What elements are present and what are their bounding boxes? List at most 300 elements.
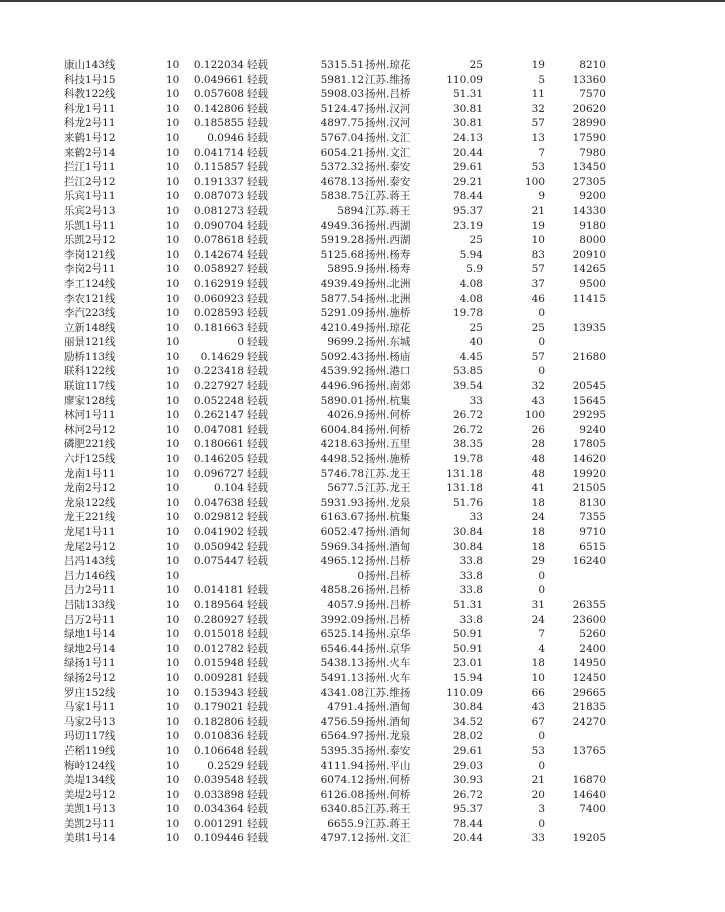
- count-cell: 0: [538, 730, 545, 743]
- table-row: [0, 642, 725, 657]
- capacity-cell: 5969.34: [320, 540, 364, 553]
- spreadsheet-sheet: [0, 58, 725, 846]
- table-row: [0, 540, 725, 555]
- ratio-cell: 0.090704: [193, 219, 244, 232]
- line-name-cell: 龙南1号11: [64, 467, 116, 480]
- count-cell: 11: [531, 88, 545, 101]
- count-cell: 57: [531, 350, 545, 363]
- table-row: [0, 481, 725, 496]
- line-name-cell: 美凯2号11: [64, 817, 116, 830]
- ratio-cell: 0.081273: [193, 204, 244, 217]
- substation-cell: 扬州.文汇: [365, 832, 411, 845]
- total-cell: 7355: [579, 511, 606, 524]
- line-name-cell: 乐凯1号11: [64, 219, 116, 232]
- capacity-cell: 5315.51: [320, 59, 364, 71]
- total-cell: 28990: [572, 117, 606, 130]
- table-row: [0, 248, 725, 263]
- length-cell: 25: [469, 59, 483, 71]
- voltage-cell: 10: [166, 715, 180, 728]
- total-cell: 13450: [572, 161, 606, 174]
- line-name-cell: 美琪1号14: [64, 832, 116, 845]
- ratio-cell: 0.191337: [193, 175, 244, 188]
- table-row: [0, 525, 725, 540]
- load-status-cell: 轻载: [247, 380, 268, 393]
- count-cell: 0: [538, 759, 545, 772]
- total-cell: 13360: [572, 73, 606, 86]
- line-name-cell: 绿扬1号11: [64, 657, 116, 670]
- voltage-cell: 10: [166, 88, 180, 101]
- line-name-cell: 马家1号11: [64, 701, 116, 714]
- count-cell: 0: [538, 365, 545, 378]
- substation-cell: 扬州.北洲: [365, 277, 411, 290]
- load-status-cell: 轻载: [247, 350, 268, 363]
- voltage-cell: 10: [166, 774, 180, 787]
- load-status-cell: 轻载: [247, 657, 268, 670]
- table-row: [0, 58, 725, 73]
- load-status-cell: 轻载: [247, 438, 268, 451]
- substation-cell: 江苏.维扬: [365, 686, 411, 699]
- length-cell: 5.94: [459, 248, 483, 261]
- substation-cell: 扬州.京华: [365, 628, 411, 641]
- voltage-cell: 10: [166, 788, 180, 801]
- substation-cell: 扬州.文汇: [365, 131, 411, 144]
- substation-cell: 扬州.西湖: [365, 219, 411, 232]
- length-cell: 33.8: [459, 555, 483, 568]
- ratio-cell: 0.049661: [193, 73, 244, 86]
- table-row: [0, 627, 725, 642]
- count-cell: 10: [531, 234, 545, 247]
- capacity-cell: 5838.75: [320, 190, 364, 203]
- length-cell: 51.76: [452, 496, 483, 509]
- total-cell: 15645: [572, 394, 606, 407]
- length-cell: 39.54: [452, 380, 483, 393]
- length-cell: 26.72: [452, 423, 483, 436]
- count-cell: 0: [538, 584, 545, 597]
- total-cell: 14640: [572, 788, 606, 801]
- line-name-cell: 美堤134线: [64, 774, 116, 787]
- table-row: [0, 554, 725, 569]
- length-cell: 30.84: [452, 526, 483, 538]
- ratio-cell: 0.122034: [193, 59, 244, 71]
- ratio-cell: 0.087073: [193, 190, 244, 203]
- capacity-cell: 5919.28: [320, 234, 364, 247]
- voltage-cell: 10: [166, 277, 180, 290]
- load-status-cell: 轻载: [247, 292, 268, 305]
- count-cell: 33: [531, 832, 545, 845]
- line-name-cell: 吕力2号11: [64, 584, 116, 597]
- ratio-cell: 0.047081: [193, 423, 244, 436]
- count-cell: 31: [531, 598, 545, 611]
- ratio-cell: 0.015018: [193, 628, 244, 641]
- ratio-cell: 0.075447: [193, 555, 244, 568]
- table-row: [0, 204, 725, 219]
- substation-cell: 扬州.杭集: [365, 511, 411, 524]
- voltage-cell: 10: [166, 73, 180, 86]
- total-cell: 17805: [572, 438, 606, 451]
- length-cell: 51.31: [452, 598, 483, 611]
- line-name-cell: 联谊117线: [64, 380, 116, 393]
- table-row: [0, 423, 725, 438]
- substation-cell: 扬州.吕桥: [365, 613, 411, 626]
- voltage-cell: 10: [166, 219, 180, 232]
- total-cell: 8000: [579, 234, 606, 247]
- length-cell: 38.35: [452, 438, 483, 451]
- voltage-cell: 10: [166, 423, 180, 436]
- load-status-cell: 轻载: [247, 467, 268, 480]
- voltage-cell: 10: [166, 146, 180, 159]
- substation-cell: 扬州.龙泉: [365, 496, 411, 509]
- length-cell: 33.8: [459, 569, 483, 582]
- load-status-cell: 轻载: [247, 759, 268, 772]
- capacity-cell: 6054.21: [320, 146, 364, 159]
- capacity-cell: 5491.13: [320, 671, 364, 684]
- load-status-cell: 轻载: [247, 686, 268, 699]
- load-status-cell: 轻载: [247, 102, 268, 115]
- count-cell: 53: [531, 744, 545, 757]
- ratio-cell: 0.0946: [207, 131, 244, 144]
- voltage-cell: 10: [166, 409, 180, 422]
- line-name-cell: 磷肥221线: [64, 438, 116, 451]
- table-row: [0, 510, 725, 525]
- count-cell: 19: [531, 219, 545, 232]
- ratio-cell: 0.185855: [193, 117, 244, 130]
- load-status-cell: 轻载: [247, 88, 268, 101]
- total-cell: 9500: [579, 277, 606, 290]
- line-name-cell: 绿地2号14: [64, 642, 116, 655]
- substation-cell: 扬州.泰安: [365, 161, 411, 174]
- ratio-cell: 0.14629: [200, 350, 244, 363]
- length-cell: 23.19: [452, 219, 483, 232]
- capacity-cell: 9699.2: [327, 336, 364, 349]
- load-status-cell: 轻载: [247, 394, 268, 407]
- count-cell: 13: [531, 131, 545, 144]
- line-name-cell: 林河2号12: [64, 423, 116, 436]
- substation-cell: 扬州.杨寿: [365, 263, 411, 276]
- table-row: [0, 131, 725, 146]
- count-cell: 10: [531, 671, 545, 684]
- load-status-cell: 轻载: [247, 146, 268, 159]
- ratio-cell: 0.014181: [193, 584, 244, 597]
- line-name-cell: 励桥113线: [64, 350, 116, 363]
- line-name-cell: 李岗121线: [64, 248, 116, 261]
- substation-cell: 扬州.汉河: [365, 102, 411, 115]
- voltage-cell: 10: [166, 394, 180, 407]
- substation-cell: 扬州.龙泉: [365, 730, 411, 743]
- load-status-cell: 轻载: [247, 817, 268, 830]
- capacity-cell: 4756.59: [320, 715, 364, 728]
- count-cell: 0: [538, 307, 545, 320]
- ratio-cell: 0.033898: [193, 788, 244, 801]
- total-cell: 17590: [572, 131, 606, 144]
- substation-cell: 扬州.汉河: [365, 117, 411, 130]
- capacity-cell: 6052.47: [320, 526, 364, 538]
- table-row: [0, 277, 725, 292]
- capacity-cell: 4057.9: [327, 598, 364, 611]
- total-cell: 20545: [572, 380, 606, 393]
- capacity-cell: 6004.84: [320, 423, 364, 436]
- total-cell: 14620: [572, 453, 606, 466]
- table-row: [0, 262, 725, 277]
- count-cell: 37: [531, 277, 545, 290]
- substation-cell: 扬州.琼花: [365, 59, 411, 71]
- voltage-cell: 10: [166, 175, 180, 188]
- substation-cell: 扬州.火车: [365, 671, 411, 684]
- total-cell: 21505: [572, 482, 606, 495]
- length-cell: 131.18: [446, 467, 483, 480]
- ratio-cell: 0.029812: [193, 511, 244, 524]
- line-name-cell: 康山143线: [64, 59, 116, 71]
- capacity-cell: 5890.01: [320, 394, 364, 407]
- line-name-cell: 美凯1号13: [64, 803, 116, 816]
- ratio-cell: 0: [237, 336, 244, 349]
- length-cell: 29.61: [452, 744, 483, 757]
- length-cell: 15.94: [452, 671, 483, 684]
- total-cell: 9240: [579, 423, 606, 436]
- substation-cell: 扬州.吕桥: [365, 569, 411, 582]
- length-cell: 33: [469, 511, 483, 524]
- line-name-cell: 龙南2号12: [64, 482, 116, 495]
- substation-cell: 扬州.何桥: [365, 409, 411, 422]
- line-name-cell: 芒稻119线: [64, 744, 116, 757]
- length-cell: 30.84: [452, 540, 483, 553]
- load-status-cell: 轻载: [247, 482, 268, 495]
- table-row: [0, 292, 725, 307]
- count-cell: 66: [531, 686, 545, 699]
- load-status-cell: 轻载: [247, 365, 268, 378]
- capacity-cell: 4949.36: [320, 219, 364, 232]
- load-status-cell: 轻载: [247, 219, 268, 232]
- length-cell: 33.8: [459, 584, 483, 597]
- ratio-cell: 0.109446: [193, 832, 244, 845]
- substation-cell: 扬州.施桥: [365, 453, 411, 466]
- capacity-cell: 4218.63: [320, 438, 364, 451]
- line-name-cell: 来鹤1号12: [64, 131, 116, 144]
- voltage-cell: 10: [166, 234, 180, 247]
- length-cell: 33.8: [459, 613, 483, 626]
- load-status-cell: 轻载: [247, 131, 268, 144]
- length-cell: 23.01: [452, 657, 483, 670]
- substation-cell: 扬州.泰安: [365, 744, 411, 757]
- length-cell: 30.81: [452, 117, 483, 130]
- table-row: [0, 160, 725, 175]
- count-cell: 0: [538, 569, 545, 582]
- count-cell: 21: [531, 774, 545, 787]
- count-cell: 100: [524, 175, 545, 188]
- total-cell: 24270: [572, 715, 606, 728]
- length-cell: 78.44: [452, 190, 483, 203]
- length-cell: 20.44: [452, 832, 483, 845]
- capacity-cell: 6126.08: [320, 788, 364, 801]
- substation-cell: 扬州.京华: [365, 642, 411, 655]
- table-row: [0, 467, 725, 482]
- voltage-cell: 10: [166, 555, 180, 568]
- load-status-cell: 轻载: [247, 423, 268, 436]
- capacity-cell: 4791.4: [327, 701, 364, 714]
- count-cell: 57: [531, 117, 545, 130]
- substation-cell: 扬州.何桥: [365, 423, 411, 436]
- line-name-cell: 李岗2号11: [64, 263, 116, 276]
- table-row: [0, 700, 725, 715]
- total-cell: 16870: [572, 774, 606, 787]
- voltage-cell: 10: [166, 248, 180, 261]
- ratio-cell: 0.227927: [193, 380, 244, 393]
- count-cell: 25: [531, 321, 545, 334]
- line-name-cell: 乐宾2号13: [64, 204, 116, 217]
- voltage-cell: 10: [166, 438, 180, 451]
- ratio-cell: 0.223418: [193, 365, 244, 378]
- table-row: [0, 744, 725, 759]
- total-cell: 29665: [572, 686, 606, 699]
- table-row: [0, 379, 725, 394]
- ratio-cell: 0.146205: [193, 453, 244, 466]
- capacity-cell: 4026.9: [327, 409, 364, 422]
- substation-cell: 江苏.蒋王: [365, 803, 411, 816]
- load-status-cell: 轻载: [247, 277, 268, 290]
- length-cell: 29.21: [452, 175, 483, 188]
- voltage-cell: 10: [166, 117, 180, 130]
- count-cell: 7: [538, 146, 545, 159]
- count-cell: 9: [538, 190, 545, 203]
- capacity-cell: 5767.04: [320, 131, 364, 144]
- line-name-cell: 吕陆133线: [64, 598, 116, 611]
- capacity-cell: 3992.09: [320, 613, 364, 626]
- total-cell: 7980: [579, 146, 606, 159]
- count-cell: 48: [531, 467, 545, 480]
- load-status-cell: 轻载: [247, 701, 268, 714]
- table-row: [0, 73, 725, 88]
- voltage-cell: 10: [166, 263, 180, 276]
- capacity-cell: 6163.67: [320, 511, 364, 524]
- substation-cell: 扬州.酒甸: [365, 526, 411, 538]
- count-cell: 83: [531, 248, 545, 261]
- length-cell: 95.37: [452, 204, 483, 217]
- line-name-cell: 玛切117线: [64, 730, 116, 743]
- line-name-cell: 来鹤2号14: [64, 146, 116, 159]
- total-cell: 11415: [572, 292, 606, 305]
- capacity-cell: 4496.96: [320, 380, 364, 393]
- load-status-cell: 轻载: [247, 715, 268, 728]
- table-row: [0, 831, 725, 846]
- total-cell: 12450: [572, 671, 606, 684]
- load-status-cell: 轻载: [247, 263, 268, 276]
- count-cell: 7: [538, 628, 545, 641]
- substation-cell: 扬州.吕桥: [365, 88, 411, 101]
- table-row: [0, 87, 725, 102]
- ratio-cell: 0.058927: [193, 263, 244, 276]
- capacity-cell: 6655.9: [327, 817, 364, 830]
- load-status-cell: 轻载: [247, 248, 268, 261]
- substation-cell: 扬州.泰安: [365, 175, 411, 188]
- table-row: [0, 175, 725, 190]
- total-cell: 27305: [572, 175, 606, 188]
- count-cell: 24: [531, 511, 545, 524]
- table-row: [0, 656, 725, 671]
- total-cell: 9710: [579, 526, 606, 538]
- load-status-cell: 轻载: [247, 321, 268, 334]
- line-name-cell: 乐凯2号12: [64, 234, 116, 247]
- substation-cell: 扬州.五里: [365, 438, 411, 451]
- table-row: [0, 189, 725, 204]
- load-status-cell: 轻载: [247, 336, 268, 349]
- load-status-cell: 轻载: [247, 496, 268, 509]
- line-name-cell: 李农121线: [64, 292, 116, 305]
- capacity-cell: 5746.78: [320, 467, 364, 480]
- length-cell: 5.9: [466, 263, 483, 276]
- ratio-cell: 0.182806: [193, 715, 244, 728]
- load-status-cell: 轻载: [247, 555, 268, 568]
- voltage-cell: 10: [166, 453, 180, 466]
- table-row: [0, 146, 725, 161]
- voltage-cell: 10: [166, 759, 180, 772]
- ratio-cell: 0.078618: [193, 234, 244, 247]
- voltage-cell: 10: [166, 598, 180, 611]
- total-cell: 6515: [579, 540, 606, 553]
- line-name-cell: 林河1号11: [64, 409, 116, 422]
- substation-cell: 扬州.平山: [365, 759, 411, 772]
- count-cell: 48: [531, 453, 545, 466]
- line-name-cell: 六圩125线: [64, 453, 116, 466]
- line-name-cell: 科技1号15: [64, 73, 116, 86]
- substation-cell: 扬州.何桥: [365, 774, 411, 787]
- line-name-cell: 龙王221线: [64, 511, 116, 524]
- substation-cell: 江苏.蒋王: [365, 817, 411, 830]
- load-status-cell: 轻载: [247, 175, 268, 188]
- table-row: [0, 715, 725, 730]
- line-name-cell: 拦江2号12: [64, 175, 116, 188]
- total-cell: 19205: [572, 832, 606, 845]
- length-cell: 26.72: [452, 409, 483, 422]
- voltage-cell: 10: [166, 569, 180, 582]
- substation-cell: 扬州.火车: [365, 657, 411, 670]
- total-cell: 7570: [579, 88, 606, 101]
- load-status-cell: 轻载: [247, 190, 268, 203]
- voltage-cell: 10: [166, 131, 180, 144]
- length-cell: 19.78: [452, 453, 483, 466]
- substation-cell: 扬州.北洲: [365, 292, 411, 305]
- line-name-cell: 乐宾1号11: [64, 190, 116, 203]
- length-cell: 51.31: [452, 88, 483, 101]
- line-name-cell: 马家2号13: [64, 715, 116, 728]
- voltage-cell: 10: [166, 292, 180, 305]
- capacity-cell: 5124.47: [320, 102, 364, 115]
- substation-cell: 扬州.杨庙: [365, 350, 411, 363]
- voltage-cell: 10: [166, 307, 180, 320]
- table-row: [0, 102, 725, 117]
- substation-cell: 扬州.文汇: [365, 146, 411, 159]
- line-name-cell: 吕万2号11: [64, 613, 116, 626]
- substation-cell: 扬州.杨寿: [365, 248, 411, 261]
- total-cell: 13765: [572, 744, 606, 757]
- substation-cell: 扬州.港口: [365, 365, 411, 378]
- count-cell: 0: [538, 336, 545, 349]
- length-cell: 25: [469, 321, 483, 334]
- capacity-cell: 4897.75: [320, 117, 364, 130]
- length-cell: 19.78: [452, 307, 483, 320]
- ratio-cell: 0.115857: [193, 161, 244, 174]
- count-cell: 57: [531, 263, 545, 276]
- voltage-cell: 10: [166, 161, 180, 174]
- load-status-cell: 轻载: [247, 642, 268, 655]
- length-cell: 131.18: [446, 482, 483, 495]
- voltage-cell: 10: [166, 642, 180, 655]
- table-row: [0, 788, 725, 803]
- length-cell: 29.61: [452, 161, 483, 174]
- total-cell: 13935: [572, 321, 606, 334]
- table-row: [0, 496, 725, 511]
- substation-cell: 扬州.吕桥: [365, 555, 411, 568]
- count-cell: 19: [531, 59, 545, 71]
- voltage-cell: 10: [166, 803, 180, 816]
